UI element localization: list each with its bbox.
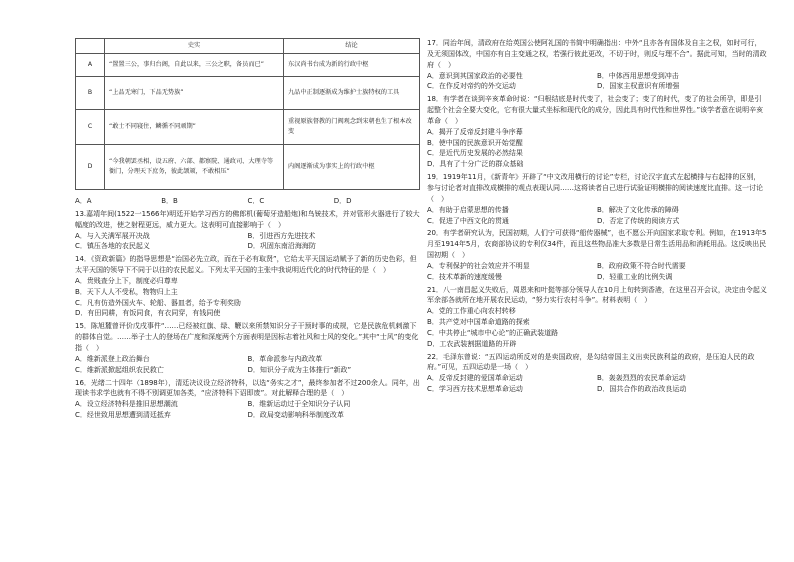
table-answer-options (75, 196, 420, 207)
question-stem: 15．陈旭麓曾评价戊戌事件“……已经被红旗、绿、鞭以来所禁知识分子干预时事的成规，它是民族危机刺激下的群体自觉。……举子士人的登场在广度和深度两个方面表明是因标志着社风和士风的变化。”其中“士风”的变化指（ ） (75, 322, 419, 352)
question-stem: 19．1919年11月，《新青年》开辟了“中文改用横行的讨论”专栏，讨论汉字直式左起横排与右起排的区别，参与讨论者对直排改成横排的观点表现认同……这将读者自己进行试验证明横排的阅读速度比直排。这一讨论（ ） (427, 173, 763, 203)
option: A．有助于启蒙思想的传播 (427, 205, 509, 214)
question-options (427, 205, 767, 227)
table-header-label (76, 39, 105, 54)
option: B．中体西用思想受到冲击 (597, 71, 679, 80)
row-conclusion: 内阁逐渐成为事实上的行政中枢 (284, 145, 420, 190)
option: D．有田同耕，有饭同食，有衣同穿，有钱同使 (75, 309, 221, 318)
question-options (75, 399, 420, 421)
option: B．维新运动过于全知识分子认同 (247, 400, 351, 409)
table-row (76, 110, 420, 145)
question-stem: 18．有学者在谈到辛亥革命时说：“归根结底是时代变了，社会变了；变了的时代，变了的社会所孕，即是引起整个社会全要大变化，它有很大量式坐标和现代化的成分，因此具有时代性和世界性。”该学者意在说明辛亥革命（ ） (427, 95, 764, 125)
option: D．政局变动影响科举制度改革 (247, 411, 344, 420)
option: D．轻重工业的比例失调 (597, 272, 673, 281)
question-20 (427, 228, 767, 282)
row-fact: “今我朝罢丞相，设五府、六部、都察院、通政司、大理寺等衙门，分理天下庶务，彼此颉颃，不敢相压” (105, 145, 284, 190)
fact-conclusion-table (75, 38, 420, 190)
table-header-row (76, 39, 420, 54)
option: B．引进西方先进技术 (247, 231, 316, 240)
answer-option: A．A (75, 197, 92, 205)
option: B．政府政策不符合时代需要 (597, 261, 686, 270)
question-stem: 17．同治年间，清政府在给英国公使阿礼国的书简中明确指出：中外“且亦各有国体及自主之权，如时可行，及无须国体改，中国亦有自主变通之权，若强行彼此更改，不切于时，则反与理不合”。据此可知，当时的清政府（ ） (427, 39, 767, 69)
question-22 (427, 352, 767, 395)
row-fact: “置置三公，事归台阁，自此以来，三公之职，备员而已” (105, 54, 284, 77)
question-stem: 16．光绪二十四年（1898年），清廷决议设立经济特科，以选“务实之才”，最终参加者不过200余人。同年，出现读书求学也就有不得不别调更加各类，“应济特科下诏即废”。对此解释合理的是（ ） (75, 378, 420, 398)
question-stem: 13.嘉靖年间(1522一1566年)明廷开始学习西方的佛郎机(葡萄牙造船炮)和鸟铳技术，并对管形火器进行了较大幅度的改进，使之射程更远，威力更大。这表明可直接影响于（ ） (75, 209, 420, 229)
question-21 (427, 285, 767, 350)
table-row (76, 77, 420, 110)
option: B．解决了文化传承的障碍 (597, 205, 679, 214)
question-options (75, 354, 420, 376)
question-14 (75, 254, 420, 319)
question-18 (427, 94, 767, 170)
table-row (76, 54, 420, 77)
row-conclusion: 九品中正制逐渐成为维护士族特权的工具 (284, 77, 420, 110)
option: A．意识到其国家政治的必要性 (427, 71, 523, 80)
option: B．共产党对中国革命道路的探索 (427, 318, 530, 327)
option: C．学习西方技术思想革命运动 (427, 385, 523, 394)
option: D．巩固东南沿海海防 (247, 242, 316, 251)
question-stem: 20．有学者研究认为，民国初期，人们宁可获得“船传器械”，也不愿公开向国家求取专利。例如，在1913年5月至1914年5月，农商部协议的专利仅34件，而且这些物品准大多数是日常生活用品和消耗用品。这反映出民国初期（ ） (427, 229, 767, 260)
option: A．专利保护的社会效应并不明显 (427, 261, 530, 270)
table-row (76, 145, 420, 190)
option: A．贵贱查分上下，制度必归尊卑 (75, 276, 178, 285)
option: C．经世致用思想遭到清廷抵弃 (75, 411, 171, 420)
question-options (427, 373, 767, 395)
question-options (75, 231, 420, 253)
option: D．国家主权意识有所增强 (597, 82, 680, 91)
row-label: C (76, 110, 105, 145)
option: D．工农武装割据道路的开辟 (427, 339, 517, 348)
option: C．是近代历史发展的必然结果 (427, 149, 523, 158)
question-15 (75, 321, 420, 375)
option: A．维新派登上政治舞台 (75, 354, 150, 363)
option: A．党的工作重心向农村转移 (427, 307, 516, 316)
row-label: A (76, 54, 105, 77)
option: D．否定了传统的阅读方式 (597, 216, 680, 225)
option: C．中共停止“城市中心论”的正确武装道路 (427, 328, 559, 337)
row-fact: “敢士不同寝住，鳞循不同顽期” (105, 110, 284, 145)
option: C．维新派掀起组织农民救亡 (75, 365, 164, 374)
answer-option: C．C (247, 197, 265, 205)
question-17 (427, 38, 767, 92)
table-header-conclusion: 结论 (284, 39, 420, 54)
option: D．具有了十分广泛的群众基础 (427, 160, 524, 169)
row-label: B (76, 77, 105, 110)
option: C．在作反对帝约的外交运动 (427, 82, 516, 91)
row-fact: “上品无寒门，下品无势族” (105, 77, 284, 110)
option: D．国共合作的政治改良运动 (597, 385, 687, 394)
option: A．设立经济特科是推旧思想潮流 (75, 400, 178, 409)
question-stem: 22．毛泽东曾说：“五四运动所反对的是卖国政府，是勾结帝国主义出卖民族利益的政府，是压迫人民的政府。”可见，五四运动是一场（ ） (427, 352, 755, 372)
option: C．技术革新的速度缓慢 (427, 272, 502, 281)
option: A．揭开了反帝反封建斗争序幕 (427, 127, 523, 136)
option: A．反帝反封建的爱国革命运动 (427, 374, 523, 383)
option: B．革命派参与内政改革 (247, 354, 323, 363)
question-options (427, 71, 767, 93)
left-column (75, 0, 420, 421)
option: D．知识分子成为主体推行“新政” (247, 365, 352, 374)
option: A．与入关满军展开决战 (75, 231, 150, 240)
question-stem: 21．八一南昌起义失败后，周恩来和叶挺等部分领导人在10月上旬转到香港，在这里召开会议，决定由令起义军余部各就所在地开展农民运动，“努力实行农村斗争”。材料表明（ ） (427, 285, 767, 305)
option: C．凡有仿造外国火车、轮船、器皿者，给予专利奖励 (75, 298, 241, 307)
option: B．轰轰烈烈的农民革命运动 (597, 374, 686, 383)
question-16 (75, 378, 420, 421)
row-label: D (76, 145, 105, 190)
option: B．天下人人不受私，物物归上主 (75, 287, 178, 296)
answer-option: B．B (161, 197, 178, 205)
question-13 (75, 209, 420, 252)
option: B．使中国的民族意识开始觉醒 (427, 138, 523, 147)
table-header-fact: 史实 (105, 39, 284, 54)
row-conclusion: 重视原族督教的门阀观念到宋朝也生了根本改变 (284, 110, 420, 145)
option: C．镇压各地的农民起义 (75, 242, 150, 251)
answer-option: D．D (333, 197, 352, 205)
row-conclusion: 东汉尚书台成为新的行政中枢 (284, 54, 420, 77)
option: C．促进了中西文化的贯通 (427, 216, 509, 225)
right-column (427, 38, 767, 395)
question-options (427, 261, 767, 283)
question-19 (427, 172, 767, 226)
question-stem: 14．《资政新篇》的指导思想是“治国必先立政，而在于必有取贤”，它给太平天国运动赋予了新的历史色彩，但太平天国的领导下不同于以往的农民起义。下列太平天国的主张中我说明近代化的时代特征的是（ ） (75, 255, 417, 275)
